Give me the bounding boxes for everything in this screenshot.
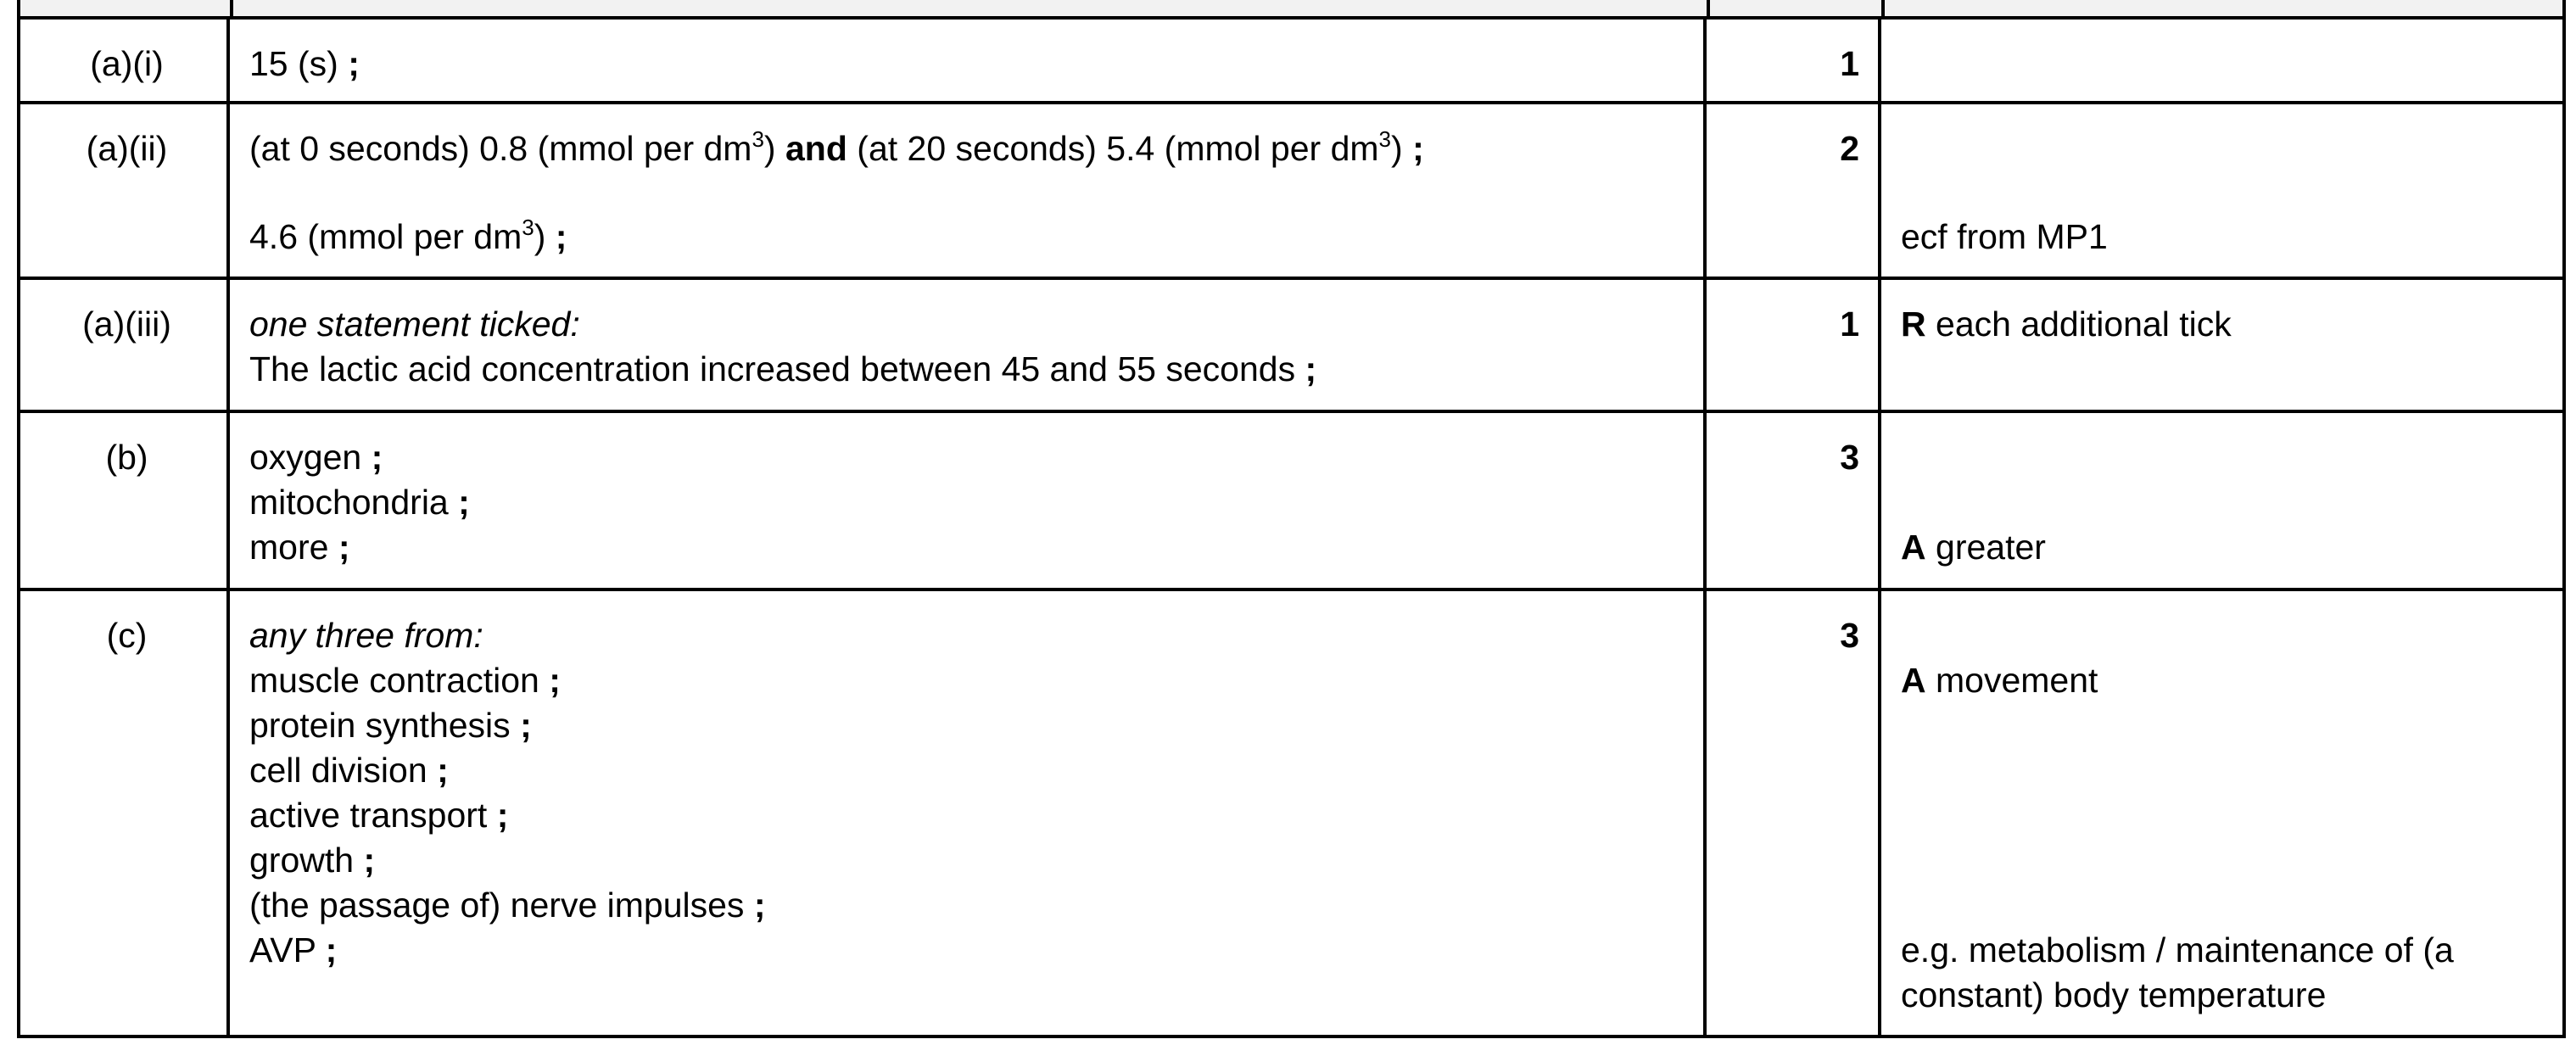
table-row [17,591,2566,1038]
answer-intro: any three from: [249,616,483,655]
answer-line: protein synthesis ; [249,706,532,745]
answer-line: more ; [249,528,350,567]
answer-line: mitochondria ; [249,483,470,522]
answer-line: The lactic acid concentration increased between 45 and 55 seconds ; [249,349,1317,388]
guidance-note: e.g. metabolism / maintenance of (a [1901,930,2454,969]
answer-cell [230,20,1703,101]
table-top-strip [17,0,2566,20]
guidance-cell [1881,591,2560,1035]
answer-line: active transport ; [249,796,509,835]
marks-cell: 1 [1840,44,1859,83]
answer-line: cell division ; [249,751,449,790]
guidance-note: ecf from MP1 [1901,217,2108,256]
question-number: (a)(ii) [86,129,168,168]
table-row [17,280,2566,413]
marks-cell: 3 [1840,616,1859,655]
answer-intro: one statement ticked: [249,305,580,344]
guidance-note: A movement [1901,661,2098,700]
question-number: (b) [105,438,148,477]
guidance-note: A greater [1901,528,2046,567]
answer-line: muscle contraction ; [249,661,561,700]
answer-cell [230,280,1703,410]
answer-cell [230,591,1703,1035]
question-number: (a)(i) [90,44,164,83]
marks-cell: 1 [1840,305,1859,344]
table-row [17,104,2566,280]
question-number: (a)(iii) [82,305,171,344]
answer-line: (the passage of) nerve impulses ; [249,886,766,925]
answer-line: growth ; [249,841,376,880]
guidance-cell [1881,20,2560,101]
answer-line: AVP ; [249,930,338,969]
answer-line: oxygen ; [249,438,383,477]
table-row [17,20,2566,104]
guidance-note: constant) body temperature [1901,975,2327,1014]
marks-cell: 2 [1840,129,1859,168]
answer-line: 4.6 (mmol per $dm^3$) ; [249,215,567,256]
marks-cell: 3 [1840,438,1859,477]
answer-cell [230,413,1703,588]
guidance-note: R each additional tick [1901,305,2232,344]
guidance-cell [1881,280,2560,410]
question-number: (c) [106,616,148,655]
mark-scheme-table [17,0,2566,1038]
guidance-cell [1881,413,2560,588]
answer-line: 15 (s) ; [249,44,360,83]
answer-cell [230,104,1703,277]
guidance-cell [1881,104,2560,277]
answer-line: (at 0 seconds) 0.8 (mmol per $dm^3$) and (at 20 seconds) 5.4 (mmol per $dm^3$) ; [249,126,1424,168]
table-row [17,413,2566,591]
